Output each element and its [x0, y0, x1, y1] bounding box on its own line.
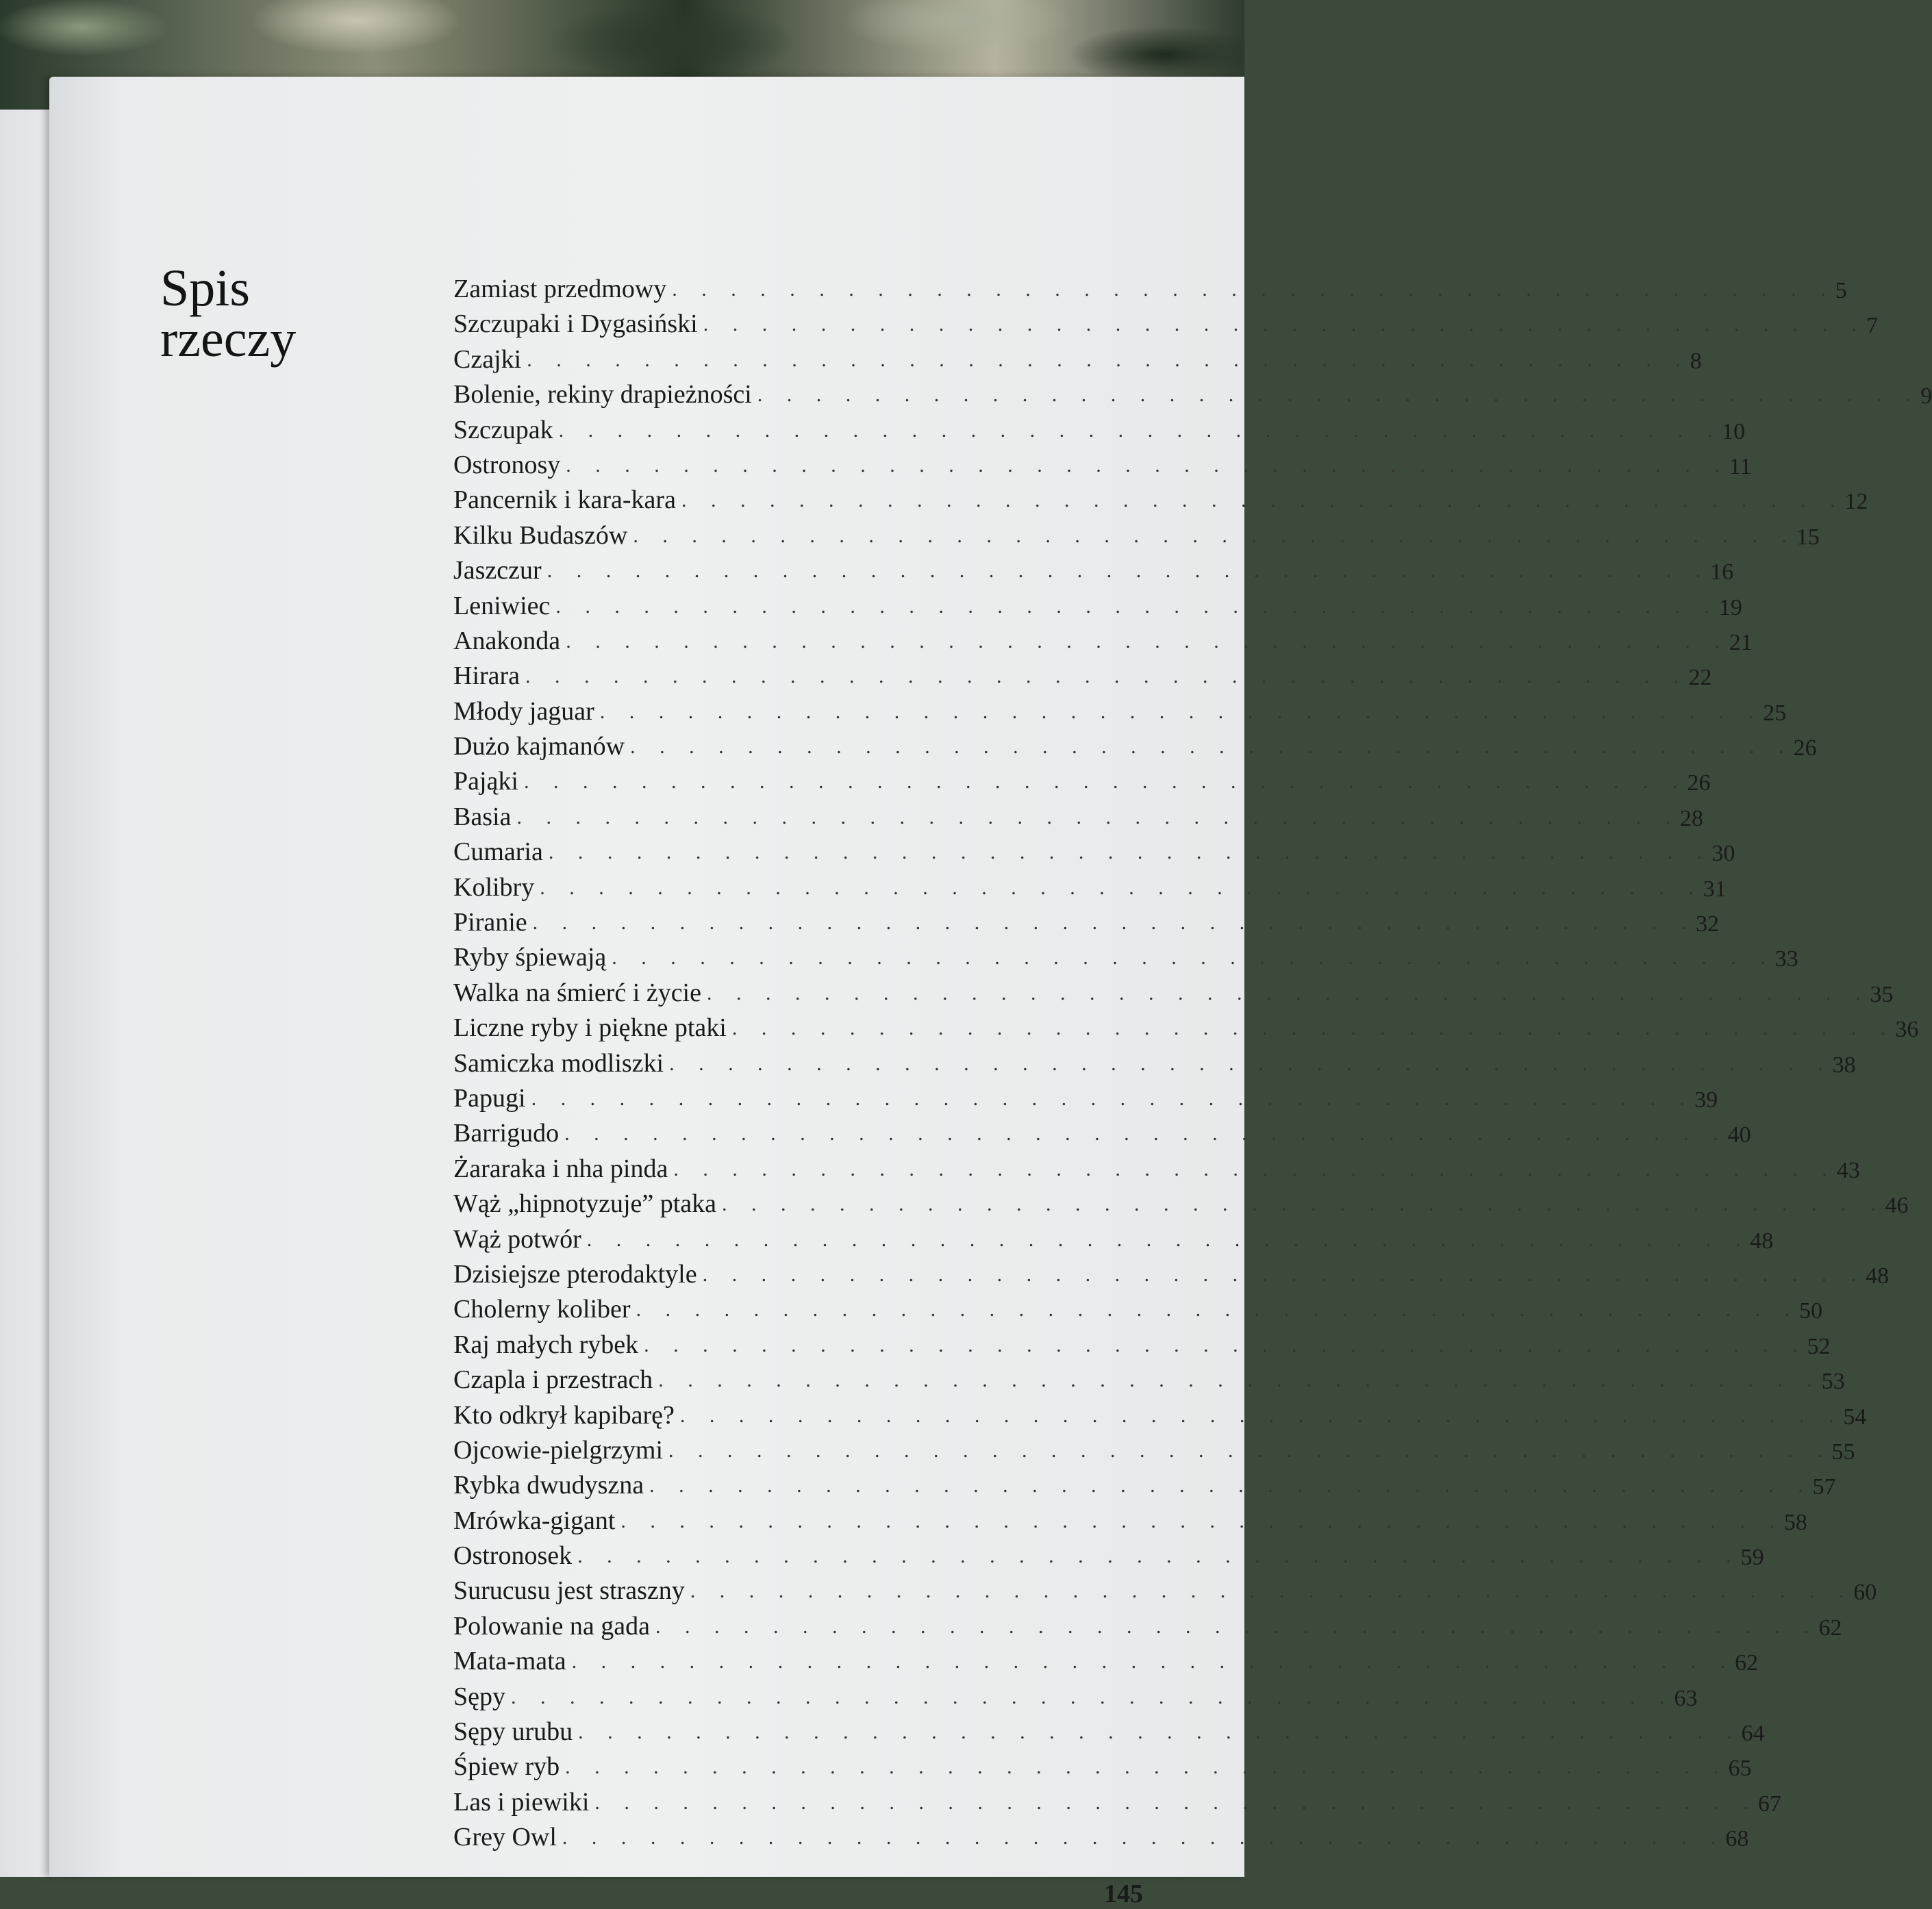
toc-entry-title: Wąż „hipnotyzuje” ptaka	[453, 1189, 717, 1219]
toc-entry	[453, 872, 1727, 907]
toc-entry	[453, 309, 1879, 344]
toc-entry	[453, 1189, 1909, 1224]
toc-entry-title: Pancernik i kara-kara	[453, 485, 676, 515]
dot-leader: . . . . . . . . . . . . . . . . . . . . . . . . . . . . . . . . . . . . . . . .	[702, 1263, 1866, 1286]
dot-leader: . . . . . . . . . . . . . . . . . . . . . . . . . . . . . . . . . . . . . . . .	[586, 1228, 1751, 1251]
toc-entry-page: 62	[1735, 1650, 1759, 1676]
toc-entry-page: 60	[1853, 1580, 1877, 1606]
toc-entry-page: 54	[1843, 1404, 1867, 1430]
toc-entry	[453, 1224, 1774, 1259]
toc-entry	[453, 1541, 1764, 1576]
dot-leader: . . . . . . . . . . . . . . . . . . . . . . . . . . . . . . . . . . . . . . . .	[599, 700, 1764, 723]
dot-leader: . . . . . . . . . . . . . . . . . . . . . . . . . . . . . . . . . . . . . . . .	[548, 841, 1712, 864]
toc-entry-title: Szczupak	[453, 415, 553, 444]
dot-leader: . . . . . . . . . . . . . . . . . . . . . . . . . . . . . . . . . . . . . . . .	[511, 1685, 1674, 1708]
toc-entry-title: Dużo kajmanów	[453, 732, 625, 761]
toc-entry-title: Mrówka-gigant	[453, 1506, 616, 1535]
toc-entry-page: 36	[1895, 1017, 1919, 1043]
toc-entry	[453, 520, 1820, 555]
toc-entry-page: 52	[1807, 1333, 1831, 1359]
toc-entry-title: Żararaka i nha pinda	[453, 1154, 668, 1183]
dot-leader: . . . . . . . . . . . . . . . . . . . . . . . . . . . . . . . . . . . . . . . .	[633, 524, 1796, 547]
toc-entry-title: Ostronosek	[453, 1541, 573, 1571]
toc-entry-page: 7	[1866, 313, 1879, 339]
toc-entry-title: Zamiast przedmowy	[453, 275, 667, 303]
toc-entry-page: 28	[1679, 805, 1703, 831]
toc-entry	[453, 696, 1787, 731]
toc-entry	[453, 942, 1798, 977]
toc-entry	[453, 1611, 1842, 1646]
toc-entry	[453, 1470, 1836, 1505]
toc-entry-title: Cumaria	[453, 837, 543, 867]
toc-entry	[453, 1646, 1759, 1681]
toc-entry-title: Anakonda	[453, 626, 561, 655]
toc-entry	[453, 1752, 1752, 1786]
toc-entry	[453, 1822, 1749, 1857]
toc-entry-page: 65	[1728, 1756, 1752, 1782]
toc-entry-page: 38	[1832, 1052, 1856, 1078]
toc-entry-page: 43	[1836, 1157, 1860, 1183]
toc-entry-title: Szczupaki i Dygasiński	[453, 309, 698, 339]
toc-entry	[453, 1435, 1855, 1470]
toc-entry-title: Leniwiec	[453, 591, 551, 620]
toc-entry-title: Czapla i przestrach	[453, 1365, 653, 1395]
toc-entry-page: 10	[1722, 418, 1746, 444]
dot-leader: . . . . . . . . . . . . . . . . . . . . . . . . . . . . . . . . . . . . . . . .	[668, 1439, 1832, 1462]
dot-leader: . . . . . . . . . . . . . . . . . . . . . . . . . . . . . . . . . . . . . . . .	[672, 278, 1835, 301]
dot-leader: . . . . . . . . . . . . . . . . . . . . . . . . . . . . . . . . . . . . . . . .	[706, 981, 1870, 1004]
page-number: 145	[1104, 1880, 1143, 1908]
toc-entry-title: Liczne ryby i piękne ptaki	[453, 1013, 727, 1043]
toc-entry-title: Dzisiejsze pterodaktyle	[453, 1259, 697, 1289]
toc-entry-title: Samiczka modliszki	[453, 1048, 664, 1078]
toc-entry-page: 64	[1741, 1721, 1765, 1747]
toc-entry	[453, 344, 1702, 379]
toc-entry	[453, 978, 1894, 1013]
dot-leader: . . . . . . . . . . . . . . . . . . . . . . . . . . . . . . . . . . . . . . . .	[523, 770, 1688, 794]
toc-entry-title: Kilku Budaszów	[453, 520, 628, 550]
book-page	[49, 77, 1932, 1908]
toc-entry-page: 57	[1812, 1474, 1836, 1500]
toc-entry-title: Las i piewiki	[453, 1787, 590, 1817]
toc-entry	[453, 1576, 1877, 1610]
toc-entry	[453, 1048, 1856, 1083]
dot-leader: . . . . . . . . . . . . . . . . . . . . . . . . . . . . . . . . . . . . . . . .	[525, 665, 1689, 688]
toc-entry-page: 15	[1796, 524, 1820, 550]
toc-entry-title: Młody jaguar	[453, 696, 594, 726]
dot-leader: . . . . . . . . . . . . . . . . . . . . . . . . . . . . . . . . . . . . . . . .	[578, 1721, 1742, 1744]
dot-leader: . . . . . . . . . . . . . . . . . . . . . . . . . . . . . . . . . . . . . . . .	[594, 1791, 1758, 1814]
toc-entry	[453, 1717, 1765, 1752]
dot-leader: . . . . . . . . . . . . . . . . . . . . . . . . . . . . . . . . . . . . . . . .	[612, 946, 1775, 970]
toc-entry	[453, 1083, 1718, 1118]
toc-entry-title: Mata-mata	[453, 1647, 566, 1676]
toc-entry	[453, 1682, 1698, 1717]
toc-entry-page: 53	[1821, 1369, 1845, 1395]
toc-entry-page: 31	[1703, 876, 1727, 902]
dot-leader: . . . . . . . . . . . . . . . . . . . . . . . . . . . . . . . . . . . . . . . .	[681, 489, 1845, 512]
toc-entry-page: 48	[1750, 1228, 1774, 1254]
dot-leader: . . . . . . . . . . . . . . . . . . . . . . . . . . . . . . . . . . . . . . . .	[658, 1369, 1822, 1392]
toc-entry-page: 40	[1727, 1122, 1751, 1148]
title-line-2: rzeczy	[160, 310, 297, 368]
toc-entry-page: 58	[1783, 1509, 1807, 1535]
dot-leader: . . . . . . . . . . . . . . . . . . . . . . . . . . . . . . . . . . . . . . . .	[703, 313, 1867, 336]
toc-entry-page: 30	[1711, 841, 1735, 867]
toc-entry-title: Czajki	[453, 344, 522, 374]
page-title	[160, 260, 297, 368]
toc-entry-page: 59	[1740, 1545, 1764, 1571]
toc-entry	[453, 591, 1742, 626]
toc-entry-page: 63	[1674, 1685, 1698, 1711]
dot-leader: . . . . . . . . . . . . . . . . . . . . . . . . . . . . . . . . . . . . . . . .	[690, 1580, 1854, 1603]
dot-leader: . . . . . . . . . . . . . . . . . . . . . . . . . . . . . . . . . . . . . . . .	[649, 1474, 1813, 1497]
toc-entry-page: 26	[1793, 735, 1817, 761]
toc-entry-title: Ryby śpiewają	[453, 943, 607, 972]
dot-leader: . . . . . . . . . . . . . . . . . . . . . . . . . . . . . . . . . . . . . . . .	[527, 348, 1690, 371]
dot-leader: . . . . . . . . . . . . . . . . . . . . . . . . . . . . . . . . . . . . . . . .	[577, 1545, 1741, 1568]
toc-entry-page: 35	[1870, 981, 1894, 1007]
toc-entry-title: Ojcowie-pielgrzymi	[453, 1435, 664, 1465]
toc-entry	[453, 626, 1753, 661]
dot-leader: . . . . . . . . . . . . . . . . . . . . . . . . . . . . . . . . . . . . . . . .	[636, 1298, 1800, 1322]
toc-entry-page: 19	[1718, 594, 1742, 620]
dot-leader: . . . . . . . . . . . . . . . . . . . . . . . . . . . . . . . . . . . . . . . .	[731, 1017, 1896, 1040]
toc-entry-title: Bolenie, rekiny drapieżności	[453, 380, 752, 409]
toc-entry-title: Polowanie na gada	[453, 1611, 651, 1641]
toc-entry	[453, 731, 1817, 766]
dot-leader: . . . . . . . . . . . . . . . . . . . . . . . . . . . . . . . . . . . . . . . .	[547, 559, 1711, 583]
dot-leader: . . . . . . . . . . . . . . . . . . . . . . . . . . . . . . . . . . . . . . . .	[555, 594, 1719, 618]
toc-entry	[453, 907, 1720, 942]
dot-leader: . . . . . . . . . . . . . . . . . . . . . . . . . . . . . . . . . . . . . . . .	[669, 1052, 1833, 1075]
toc-entry-page: 16	[1710, 559, 1734, 585]
toc-entry-title: Raj małych rybek	[453, 1330, 639, 1359]
toc-entry	[453, 450, 1752, 485]
toc-entry	[453, 274, 1847, 309]
toc-entry	[453, 555, 1734, 590]
toc-entry-page: 68	[1725, 1826, 1749, 1852]
dot-leader: . . . . . . . . . . . . . . . . . . . . . . . . . . . . . . . . . . . . . . . .	[532, 911, 1696, 935]
table-of-contents	[453, 274, 1932, 1858]
dot-leader: . . . . . . . . . . . . . . . . . . . . . . . . . . . . . . . . . . . . . . . .	[565, 1756, 1729, 1779]
dot-leader: . . . . . . . . . . . . . . . . . . . . . . . . . . . . . . . . . . . . . . . .	[630, 735, 1794, 759]
toc-entry	[453, 1787, 1781, 1822]
toc-entry-page: 46	[1885, 1193, 1909, 1219]
toc-entry-title: Grey Owl	[453, 1823, 557, 1852]
toc-entry	[453, 1118, 1751, 1153]
dot-leader: . . . . . . . . . . . . . . . . . . . . . . . . . . . . . . . . . . . . . . . .	[566, 629, 1729, 653]
toc-entry-page: 22	[1688, 665, 1712, 691]
toc-entry	[453, 1365, 1845, 1400]
toc-entry	[453, 1330, 1831, 1365]
dot-leader: . . . . . . . . . . . . . . . . . . . . . . . . . . . . . . . . . . . . . . . .	[620, 1509, 1784, 1532]
toc-entry-page: 55	[1831, 1439, 1855, 1465]
title-line-1: Spis	[160, 260, 250, 317]
toc-entry-title: Barrigudo	[453, 1119, 560, 1148]
toc-entry-page: 21	[1729, 629, 1753, 655]
toc-entry	[453, 802, 1703, 837]
toc-entry-page: 67	[1757, 1791, 1781, 1817]
toc-entry-title: Hirara	[453, 661, 520, 691]
dot-leader: . . . . . . . . . . . . . . . . . . . . . . . . . . . . . . . . . . . . . . . .	[571, 1650, 1735, 1673]
toc-entry-title: Cholerny koliber	[453, 1295, 631, 1324]
toc-entry-title: Pająki	[453, 767, 518, 796]
dot-leader: . . . . . . . . . . . . . . . . . . . . . . . . . . . . . . . . . . . . . . . .	[564, 1122, 1728, 1146]
toc-entry-title: Kto odkrył kapibarę?	[453, 1400, 675, 1430]
toc-entry	[453, 1259, 1890, 1294]
toc-entry-title: Sępy urubu	[453, 1717, 573, 1747]
toc-entry-title: Ostronosy	[453, 450, 561, 479]
toc-entry-page: 12	[1844, 489, 1868, 515]
toc-entry-title: Surucusu jest straszny	[453, 1576, 685, 1606]
toc-entry-page: 62	[1818, 1615, 1842, 1641]
toc-entry	[453, 661, 1712, 696]
toc-entry-title: Piranie	[453, 908, 527, 937]
toc-entry-title: Walka na śmierć i życie	[453, 978, 701, 1007]
dot-leader: . . . . . . . . . . . . . . . . . . . . . . . . . . . . . . . . . . . . . . . .	[722, 1193, 1885, 1216]
toc-entry-page: 32	[1696, 911, 1720, 937]
toc-entry	[453, 1154, 1860, 1189]
previous-page-edge	[0, 110, 56, 1877]
toc-entry	[453, 766, 1711, 801]
toc-entry-title: Sępy	[453, 1682, 505, 1711]
toc-entry-page: 25	[1763, 700, 1787, 726]
toc-entry-title: Śpiew ryb	[453, 1752, 560, 1782]
toc-entry-page: 48	[1866, 1263, 1890, 1289]
dot-leader: . . . . . . . . . . . . . . . . . . . . . . . . . . . . . . . . . . . . . . . .	[566, 453, 1729, 477]
dot-leader: . . . . . . . . . . . . . . . . . . . . . . . . . . . . . . . . . . . . . . . .	[679, 1404, 1844, 1427]
dot-leader: . . . . . . . . . . . . . . . . . . . . . . . . . . . . . . . . . . . . . . . .	[644, 1333, 1807, 1356]
toc-entry	[453, 837, 1735, 872]
toc-entry-page: 50	[1799, 1298, 1823, 1324]
toc-entry-page: 33	[1774, 946, 1798, 972]
toc-entry-page: 11	[1729, 453, 1752, 479]
toc-entry-title: Rybka dwudyszna	[453, 1471, 644, 1500]
toc-entry	[453, 1506, 1807, 1541]
dot-leader: . . . . . . . . . . . . . . . . . . . . . . . . . . . . . . . . . . . . . . . .	[558, 418, 1722, 442]
dot-leader: . . . . . . . . . . . . . . . . . . . . . . . . . . . . . . . . . . . . . . . .	[673, 1157, 1837, 1180]
toc-entry-title: Wąż potwór	[453, 1224, 581, 1254]
toc-entry	[453, 1294, 1823, 1329]
dot-leader: . . . . . . . . . . . . . . . . . . . . . . . . . . . . . . . . . . . . . . . .	[540, 876, 1703, 899]
toc-entry	[453, 485, 1868, 520]
toc-entry-title: Papugi	[453, 1083, 526, 1113]
toc-entry-page: 26	[1687, 770, 1711, 796]
dot-leader: . . . . . . . . . . . . . . . . . . . . . . . . . . . . . . . . . . . . . . . .	[757, 383, 1921, 407]
toc-entry	[453, 1013, 1919, 1048]
toc-entry-title: Kolibry	[453, 872, 535, 902]
toc-entry	[453, 415, 1746, 450]
dot-leader: . . . . . . . . . . . . . . . . . . . . . . . . . . . . . . . . . . . . . . . .	[531, 1087, 1695, 1110]
toc-entry-title: Jaszczur	[453, 556, 542, 585]
toc-entry	[453, 379, 1932, 414]
dot-leader: . . . . . . . . . . . . . . . . . . . . . . . . . . . . . . . . . . . . . . . .	[562, 1826, 1726, 1849]
toc-entry-page: 5	[1835, 278, 1847, 303]
toc-entry-page: 8	[1690, 348, 1702, 374]
dot-leader: . . . . . . . . . . . . . . . . . . . . . . . . . . . . . . . . . . . . . . . .	[655, 1615, 1819, 1638]
toc-entry-page: 39	[1694, 1087, 1718, 1113]
toc-entry-page: 9	[1920, 383, 1932, 409]
toc-entry	[453, 1400, 1867, 1435]
toc-entry-title: Basia	[453, 802, 512, 831]
dot-leader: . . . . . . . . . . . . . . . . . . . . . . . . . . . . . . . . . . . . . . . .	[516, 805, 1680, 829]
